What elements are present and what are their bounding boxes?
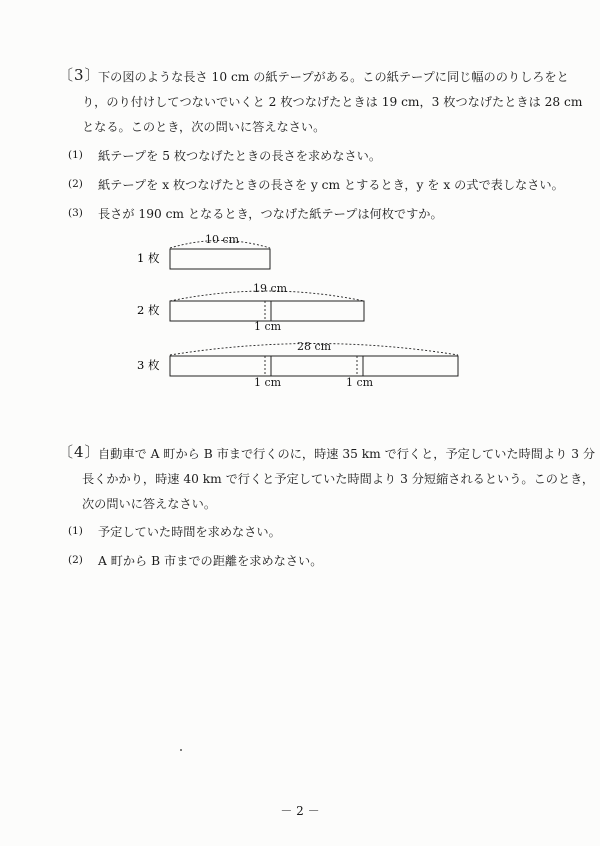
question-4-2-number: (2) [68, 554, 83, 566]
question-4-1-number: (1) [68, 525, 83, 537]
stray-dot [180, 749, 182, 751]
row-2-label: 2 枚 [137, 303, 160, 317]
question-3-1-text: 紙テープを 5 枚つなげたときの長さを求めなさい。 [98, 149, 382, 163]
question-4-text-line-3: 次の問いに答えなさい。 [82, 497, 217, 511]
row-2-length-label: 19 cm [253, 282, 288, 295]
row-3-overlap-2-label: 1 cm [346, 376, 374, 389]
question-3-2-text: 紙テープを x 枚つなげたときの長さを y cm とするとき，y を x の式で表しなさい。 [98, 178, 564, 192]
question-3-text-line-2: り，のり付けしてつないでいくと 2 枚つなげたときは 19 cm，3 枚つなげたときは 28 cm [82, 95, 583, 109]
question-3-3-number: (3) [68, 207, 83, 219]
row-2-overlap-label: 1 cm [254, 320, 282, 333]
question-3-text-line-1: 下の図のような長さ 10 cm の紙テープがある。この紙テープに同じ幅ののりしろをと [98, 70, 569, 84]
question-4-number: 〔4〕 [58, 443, 101, 461]
question-4-text-line-2: 長くかかり，時速 40 km で行くと予定していた時間より 3 分短縮されるという。このとき， [82, 472, 595, 486]
row-3-label: 3 枚 [137, 358, 160, 372]
row-3-length-label: 28 cm [297, 340, 332, 353]
row-2-tape [170, 301, 364, 321]
row-1-length-label: 10 cm [205, 233, 240, 246]
question-3-3-text: 長さが 190 cm となるとき，つなげた紙テープは何枚ですか。 [98, 207, 443, 221]
question-4-text-line-1: 自動車で A 町から B 市まで行くのに，時速 35 km で行くと，予定していた時間より 3 分 [98, 447, 596, 461]
question-3-2-number: (2) [68, 178, 83, 190]
question-4-1-text: 予定していた時間を求めなさい。 [98, 525, 281, 539]
page-number: － 2 － [280, 804, 320, 818]
row-1-tape [170, 249, 270, 269]
question-4-2-text: A 町から B 市までの距離を求めなさい。 [98, 554, 323, 568]
row-3-overlap-1-label: 1 cm [254, 376, 282, 389]
row-3-tape [170, 356, 458, 376]
question-3-1-number: (1) [68, 149, 83, 161]
question-3-number: 〔3〕 [58, 66, 101, 84]
row-1-label: 1 枚 [137, 251, 160, 265]
paper-tape-diagram [0, 225, 600, 405]
question-3-text-line-3: となる。このとき，次の問いに答えなさい。 [82, 120, 326, 134]
